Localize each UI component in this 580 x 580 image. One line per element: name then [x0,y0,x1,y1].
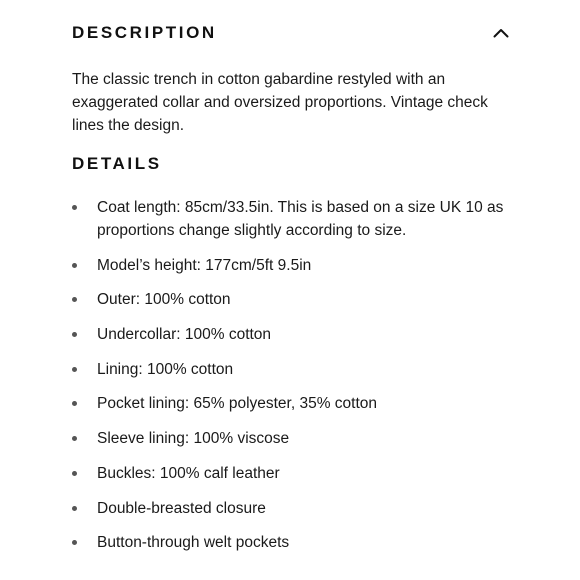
list-item-text: Coat length: 85cm/33.5in. This is based on a size UK 10 as proportions change slightly according to size. [97,199,504,239]
list-item [72,323,512,346]
details-title: DETAILS [72,154,162,173]
bullet-icon [72,297,77,302]
list-item [72,196,512,242]
list-item-text: Pocket lining: 65% polyester, 35% cotton [97,395,378,413]
bullet-icon [72,367,77,372]
bullet-icon [72,332,77,337]
description-title: DESCRIPTION [72,23,217,42]
list-item [72,497,512,520]
list-item [72,427,512,450]
list-item [72,288,512,311]
bullet-icon [72,263,77,268]
list-item-text: Lining: 100% cotton [97,360,234,378]
description-text: The classic trench in cotton gabardine restyled with an exaggerated collar and oversized proportions. Vintage check lines the design. [72,71,488,134]
bullet-icon [72,471,77,476]
list-item [72,392,512,415]
chevron-up-icon[interactable] [490,22,512,44]
details-list [72,196,512,566]
bullet-icon [72,401,77,406]
list-item-text: Button-through welt pockets [97,534,290,552]
list-item-text: Model’s height: 177cm/5ft 9.5in [97,256,312,274]
description-accordion-header[interactable] [72,20,512,46]
list-item [72,254,512,277]
list-item-text: Sleeve lining: 100% viscose [97,430,290,448]
bullet-icon [72,205,77,210]
bullet-icon [72,540,77,545]
bullet-icon [72,436,77,441]
list-item-text: Buckles: 100% calf leather [97,464,280,482]
bullet-icon [72,506,77,511]
list-item [72,531,512,554]
list-item-text: Double-breasted closure [97,499,266,517]
list-item [72,358,512,381]
list-item-text: Undercollar: 100% cotton [97,326,272,344]
list-item [72,462,512,485]
list-item-text: Outer: 100% cotton [97,291,231,309]
